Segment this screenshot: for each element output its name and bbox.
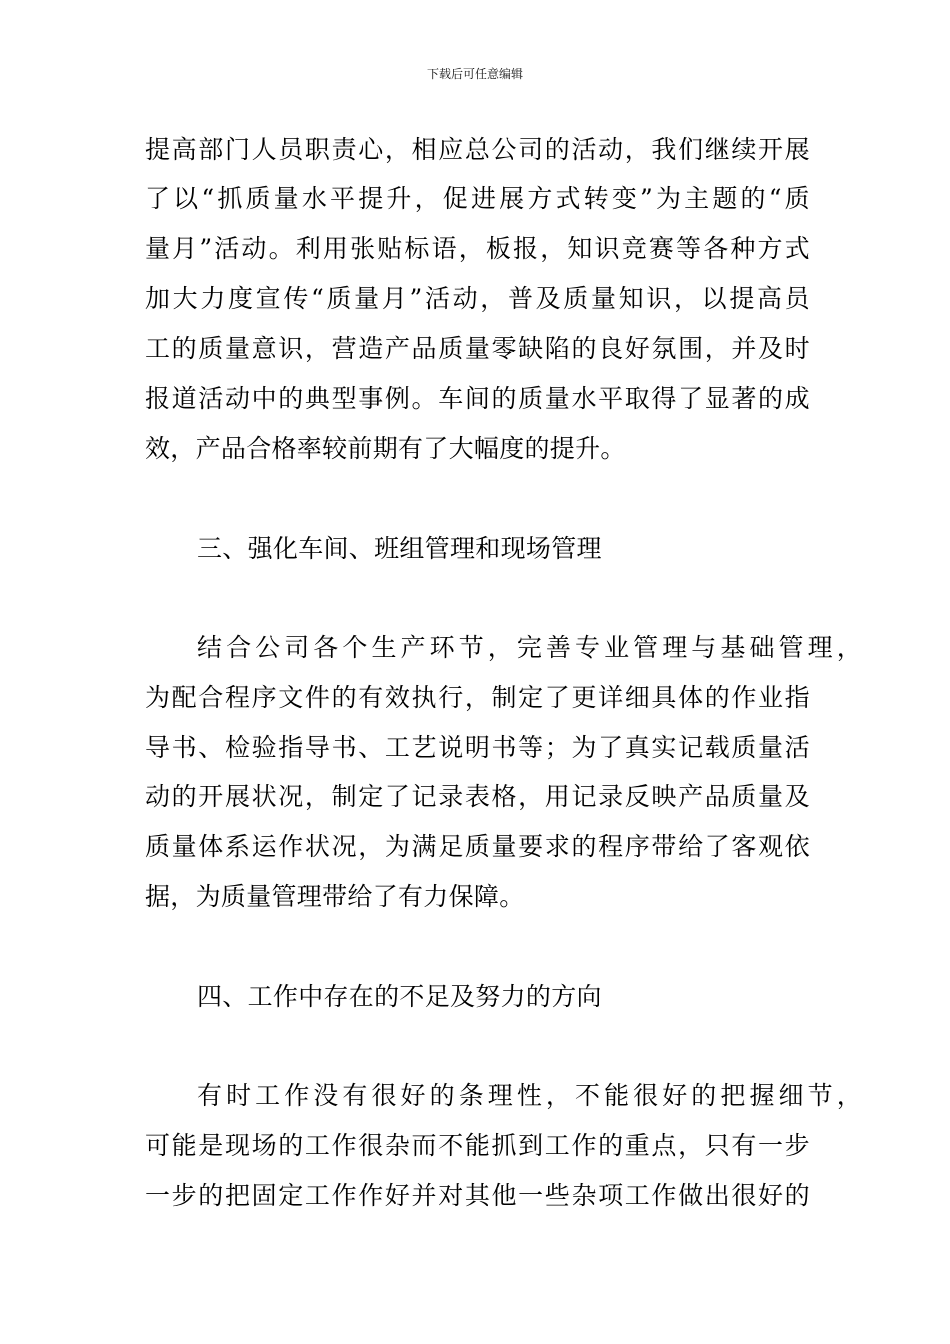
section-3-heading: 三、强化车间、班组管理和现场管理 [197,534,602,563]
paragraph-1-line-5: 工的质量意识，营造产品质量零缺陷的良好氛围，并及时 [145,334,810,363]
paragraph-1-line-4: 加大力度宣传“质量月”活动，普及质量知识，以提高员 [145,284,810,313]
paragraph-1-line-7: 效，产品合格率较前期有了大幅度的提升。 [145,434,626,463]
paragraph-1-line-3: 量月”活动。利用张贴标语，板报，知识竞赛等各种方式 [145,234,810,263]
paragraph-2-line-2: 为配合程序文件的有效执行，制定了更详细具体的作业指 [145,683,810,712]
page-header: 下载后可任意编辑 [426,67,523,81]
paragraph-2-line-4: 动的开展状况，制定了记录表格，用记录反映产品质量及 [145,782,810,811]
paragraph-1-line-1: 提高部门人员职责心，相应总公司的活动，我们继续开展 [145,135,810,164]
paragraph-2-line-1: 结合公司各个生产环节，完善专业管理与基础管理， [197,633,862,662]
paragraph-3-line-3: 一步的把固定工作作好并对其他一些杂项工作做出很好的 [145,1181,810,1210]
paragraph-2-line-6: 据，为质量管理带给了有力保障。 [145,882,525,911]
paragraph-1-line-2: 了以“抓质量水平提升，促进展方式转变”为主题的“质 [145,184,810,213]
paragraph-2-line-5: 质量体系运作状况，为满足质量要求的程序带给了客观依 [145,832,810,861]
paragraph-3-line-1: 有时工作没有很好的条理性，不能很好的把握细节， [197,1081,862,1110]
paragraph-3-line-2: 可能是现场的工作很杂而不能抓到工作的重点，只有一步 [145,1131,810,1160]
paragraph-1-line-6: 报道活动中的典型事例。车间的质量水平取得了显著的成 [145,384,810,413]
paragraph-2-line-3: 导书、检验指导书、工艺说明书等；为了真实记载质量活 [145,733,810,762]
section-4-heading: 四、工作中存在的不足及努力的方向 [197,982,602,1011]
